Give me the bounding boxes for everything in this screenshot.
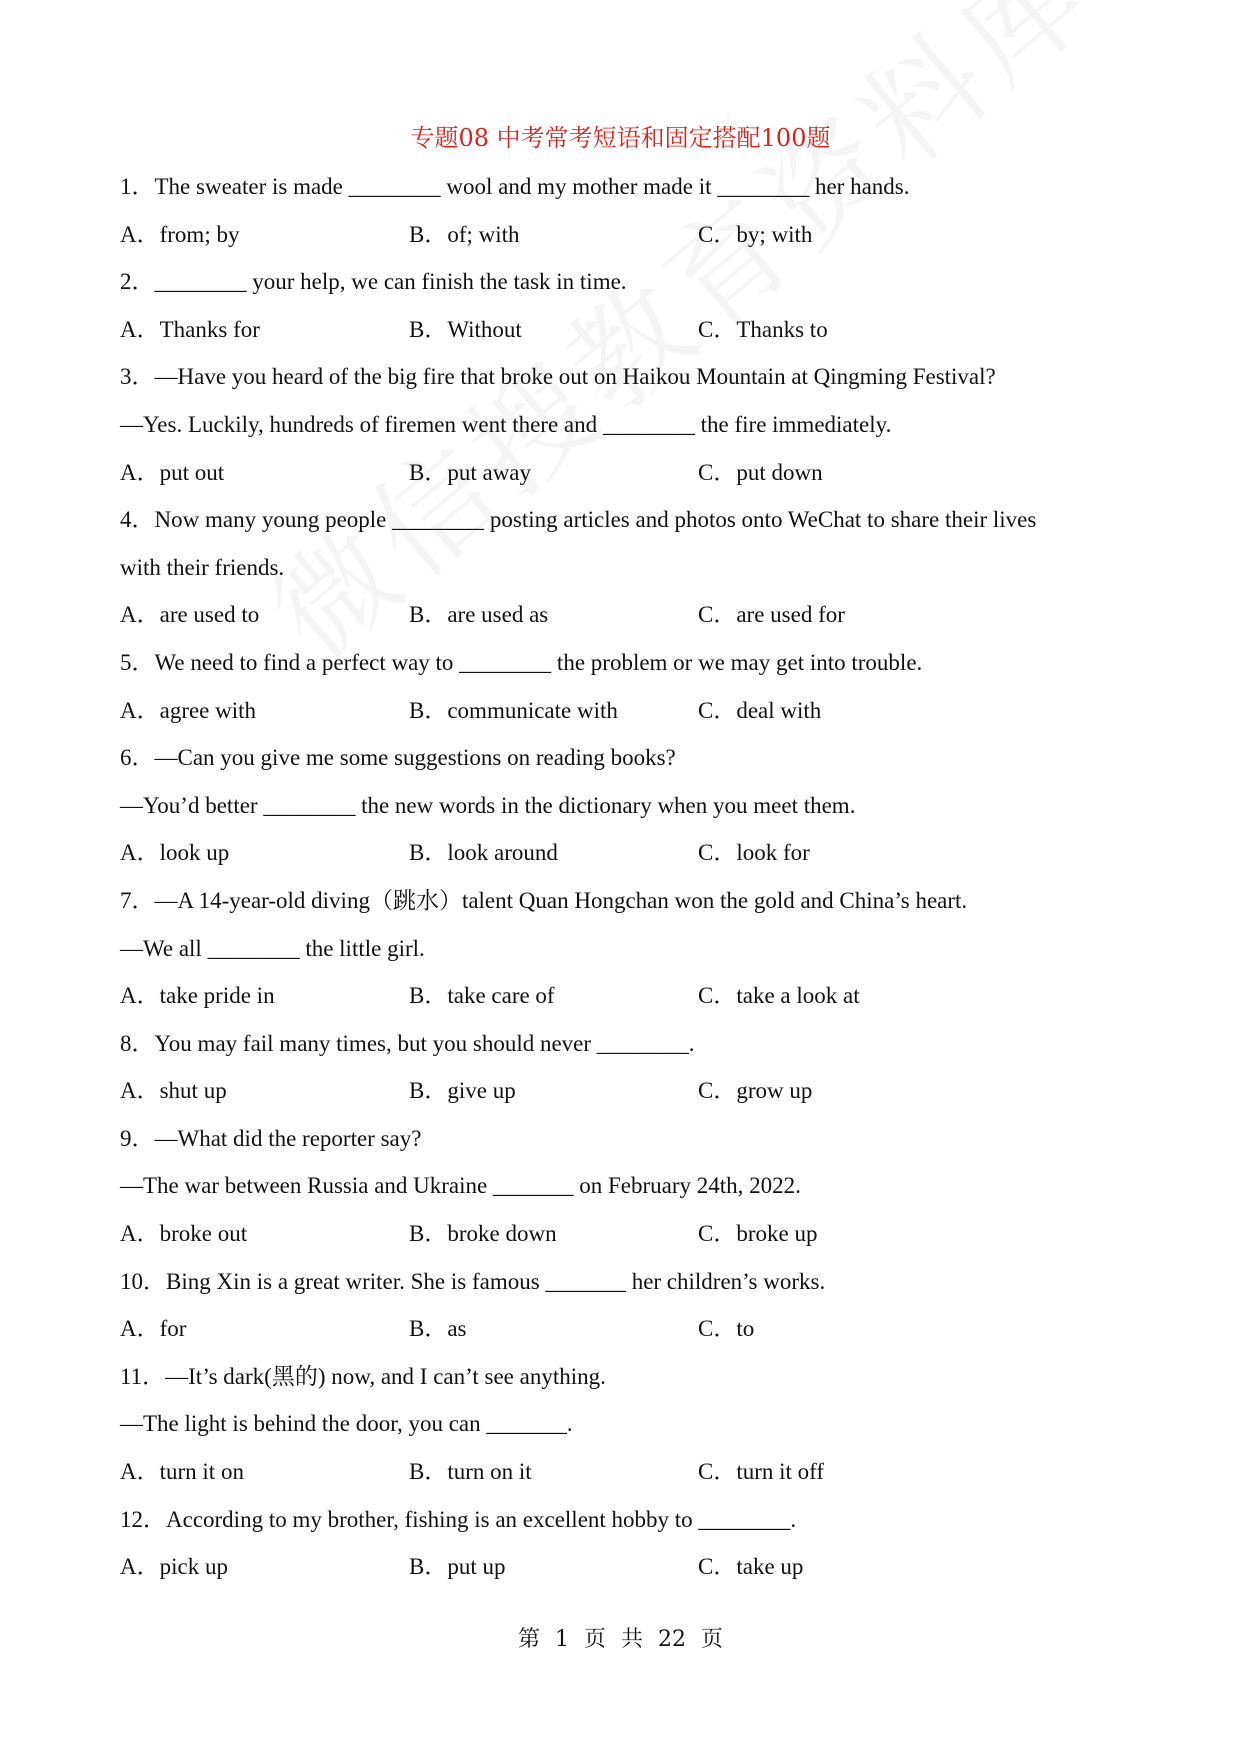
question-line: —Yes. Luckily, hundreds of firemen went there and ________ the fire immediately. xyxy=(120,411,892,437)
question-stem: 2．________ your help, we can finish the task in time. xyxy=(120,269,627,295)
option-c[interactable]: C．broke up xyxy=(698,1221,818,1247)
question-line: —We all ________ the little girl. xyxy=(120,935,425,961)
question-stem: 1．The sweater is made ________ wool and my mother made it ________ her hands. xyxy=(120,174,910,199)
answer-options xyxy=(120,449,1130,497)
option-a[interactable]: A．agree with xyxy=(120,697,257,723)
option-b[interactable]: B．look around xyxy=(409,840,558,866)
page-footer: 第 1 页 共 22 页 xyxy=(518,1627,723,1652)
question-stem: 4．Now many young people ________ posting articles and photos onto WeChat to share their lives xyxy=(120,507,1037,533)
option-b[interactable]: B．of; with xyxy=(409,221,520,247)
option-b[interactable]: B．Without xyxy=(409,316,522,342)
answer-options xyxy=(120,829,1130,877)
option-c[interactable]: C．are used for xyxy=(698,602,845,628)
question-list xyxy=(120,163,1130,1591)
question-line: —The war between Russia and Ukraine _______ on February 24th, 2022. xyxy=(120,1173,801,1199)
question-line: —The light is behind the door, you can _______. xyxy=(120,1411,573,1437)
question-stem: 12．According to my brother, fishing is an excellent hobby to ________. xyxy=(120,1506,797,1532)
option-a[interactable]: A．turn it on xyxy=(120,1459,244,1485)
option-b[interactable]: B．communicate with xyxy=(409,697,618,723)
option-b[interactable]: B．are used as xyxy=(409,602,549,628)
option-c[interactable]: C．deal with xyxy=(698,697,822,723)
question-3 xyxy=(120,353,1130,496)
question-line: with their friends. xyxy=(120,554,285,580)
option-b[interactable]: B．turn on it xyxy=(409,1459,532,1485)
question-stem: 11．—It’s dark(黑的) now, and I can’t see anything. xyxy=(120,1363,606,1389)
option-a[interactable]: A．Thanks for xyxy=(120,316,260,342)
option-c[interactable]: C．look for xyxy=(698,840,810,866)
option-a[interactable]: A．are used to xyxy=(120,602,260,628)
question-4 xyxy=(120,496,1130,639)
answer-options xyxy=(120,687,1130,735)
answer-options xyxy=(120,211,1130,259)
answer-options xyxy=(120,1067,1130,1115)
option-c[interactable]: C．to xyxy=(698,1316,755,1342)
answer-options xyxy=(120,1543,1130,1591)
option-a[interactable]: A．look up xyxy=(120,840,230,866)
option-a[interactable]: A．for xyxy=(120,1316,187,1342)
answer-options xyxy=(120,1448,1130,1496)
question-line: —You’d better ________ the new words in the dictionary when you meet them. xyxy=(120,792,856,818)
option-c[interactable]: C．take a look at xyxy=(698,983,860,1009)
option-c[interactable]: C．turn it off xyxy=(698,1459,825,1485)
question-stem: 6．—Can you give me some suggestions on reading books? xyxy=(120,745,676,771)
option-a[interactable]: A．broke out xyxy=(120,1221,248,1247)
option-b[interactable]: B．take care of xyxy=(409,983,555,1009)
answer-options xyxy=(120,1210,1130,1258)
question-6 xyxy=(120,734,1130,877)
option-c[interactable]: C．by; with xyxy=(698,221,813,247)
question-stem: 5．We need to find a perfect way to ________ the problem or we may get into trouble. xyxy=(120,649,923,675)
question-5 xyxy=(120,639,1130,734)
question-9 xyxy=(120,1115,1130,1258)
option-c[interactable]: C．take up xyxy=(698,1554,804,1580)
question-8 xyxy=(120,1020,1130,1115)
option-a[interactable]: A．pick up xyxy=(120,1554,228,1580)
option-a[interactable]: A．from; by xyxy=(120,221,240,247)
option-c[interactable]: C．put down xyxy=(698,459,823,485)
option-b[interactable]: B．give up xyxy=(409,1078,516,1104)
option-b[interactable]: B．broke down xyxy=(409,1221,557,1247)
question-stem: 3．—Have you heard of the big fire that broke out on Haikou Mountain at Qingming Festival? xyxy=(120,364,996,390)
question-2 xyxy=(120,258,1130,353)
answer-options xyxy=(120,591,1130,639)
answer-options xyxy=(120,972,1130,1020)
option-b[interactable]: B．as xyxy=(409,1316,467,1342)
question-7 xyxy=(120,877,1130,1020)
question-10 xyxy=(120,1258,1130,1353)
option-b[interactable]: B．put away xyxy=(409,459,532,485)
page-title: 专题08 中考常考短语和固定搭配100题 xyxy=(410,124,831,152)
question-11 xyxy=(120,1353,1130,1496)
option-b[interactable]: B．put up xyxy=(409,1554,506,1580)
option-c[interactable]: C．grow up xyxy=(698,1078,813,1104)
answer-options xyxy=(120,306,1130,354)
question-12 xyxy=(120,1496,1130,1591)
option-a[interactable]: A．shut up xyxy=(120,1078,227,1104)
question-stem: 10．Bing Xin is a great writer. She is famous _______ her children’s works. xyxy=(120,1268,826,1294)
option-a[interactable]: A．put out xyxy=(120,459,225,485)
question-stem: 8．You may fail many times, but you should never ________. xyxy=(120,1030,695,1056)
question-stem: 7．—A 14-year-old diving（跳水）talent Quan Hongchan won the gold and China’s heart. xyxy=(120,887,968,913)
option-a[interactable]: A．take pride in xyxy=(120,983,275,1009)
question-stem: 9．—What did the reporter say? xyxy=(120,1125,422,1151)
question-1 xyxy=(120,163,1130,258)
answer-options xyxy=(120,1305,1130,1353)
option-c[interactable]: C．Thanks to xyxy=(698,316,828,342)
